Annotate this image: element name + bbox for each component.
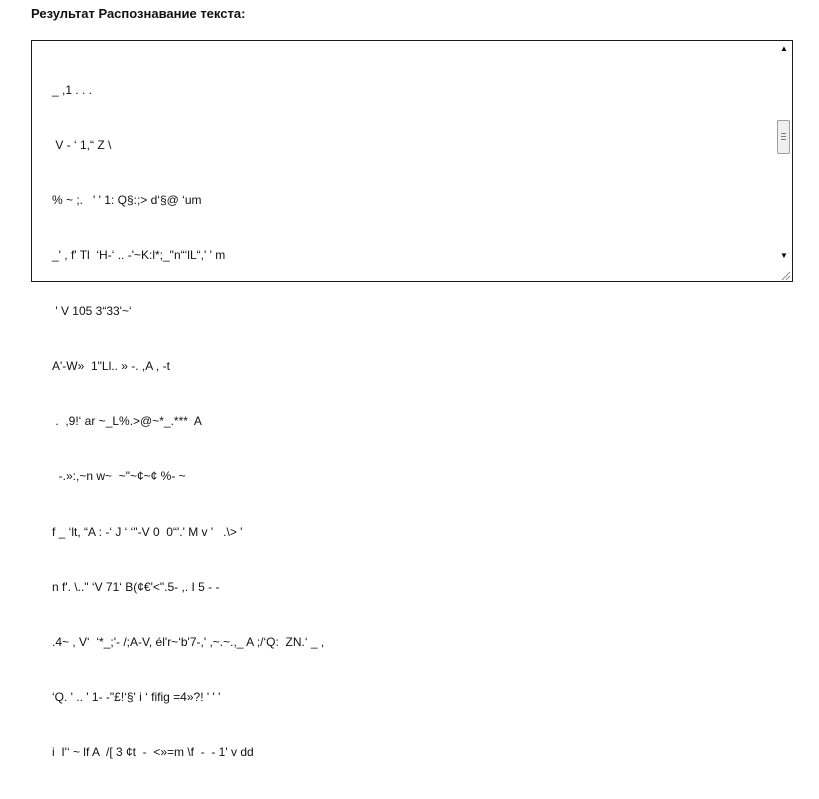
text-line: ' V 105 3“33'~‘ bbox=[52, 303, 132, 318]
resize-grip-icon[interactable] bbox=[779, 268, 791, 280]
text-line: _ ,1 . . . bbox=[52, 82, 93, 97]
recognized-text-area[interactable] bbox=[31, 40, 793, 760]
thumb-grip-line bbox=[781, 136, 786, 137]
thumb-grip-line bbox=[781, 139, 786, 140]
text-line: _' , f' Tl ‘H-‘ .. -'~K:l*;_"n“‘lL“,' ' m bbox=[52, 248, 226, 263]
text-line: f _ ‘lt, “A : -‘ J ‘ ‘"-V 0 0“'.' M v ' .\> ' bbox=[52, 524, 243, 539]
text-line: n f'. \.." ‘V 71‘ B(¢€'<".5- ,. I 5 - - bbox=[52, 579, 220, 594]
thumb-grip-line bbox=[781, 133, 786, 134]
scroll-down-arrow-icon[interactable]: ▼ bbox=[780, 251, 788, 260]
text-line: i I'‘ ~ lf A /[ 3 ¢t - <»=m \f - - 1' v dd bbox=[52, 745, 254, 760]
text-line: V - ‘ 1,“ Z \ bbox=[52, 138, 112, 153]
text-line: .4~ , V‘ ‘*_;'- /;A-V, él'r~‘b'7-,' ,~.~.,_ A ;/‘Q: ZN.‘ _ , bbox=[52, 635, 325, 649]
text-line: -.»:,~n w~ ~"~¢~¢ %- ~ bbox=[52, 469, 186, 484]
scrollbar-thumb[interactable] bbox=[777, 120, 790, 154]
scroll-up-arrow-icon[interactable]: ▲ bbox=[780, 44, 788, 53]
text-line: . ,9!‘ ar ~_L%.>@~*_.*** A bbox=[52, 414, 202, 429]
recognized-text-content[interactable] bbox=[52, 44, 772, 760]
text-line: % ~ ;. ' ' 1: Q§:;> d‘§@ ‘um bbox=[52, 193, 202, 208]
vertical-scrollbar[interactable] bbox=[776, 41, 792, 281]
text-line: A'-W» 1"Ll.. » -. ,A , -t bbox=[52, 358, 170, 373]
page-title: Результат Распознавание текста: bbox=[31, 6, 246, 21]
text-line: ‘Q. ' .. ' 1- -"£!‘§' i ‘ fifig =4»?! ' ' ' bbox=[52, 690, 221, 705]
